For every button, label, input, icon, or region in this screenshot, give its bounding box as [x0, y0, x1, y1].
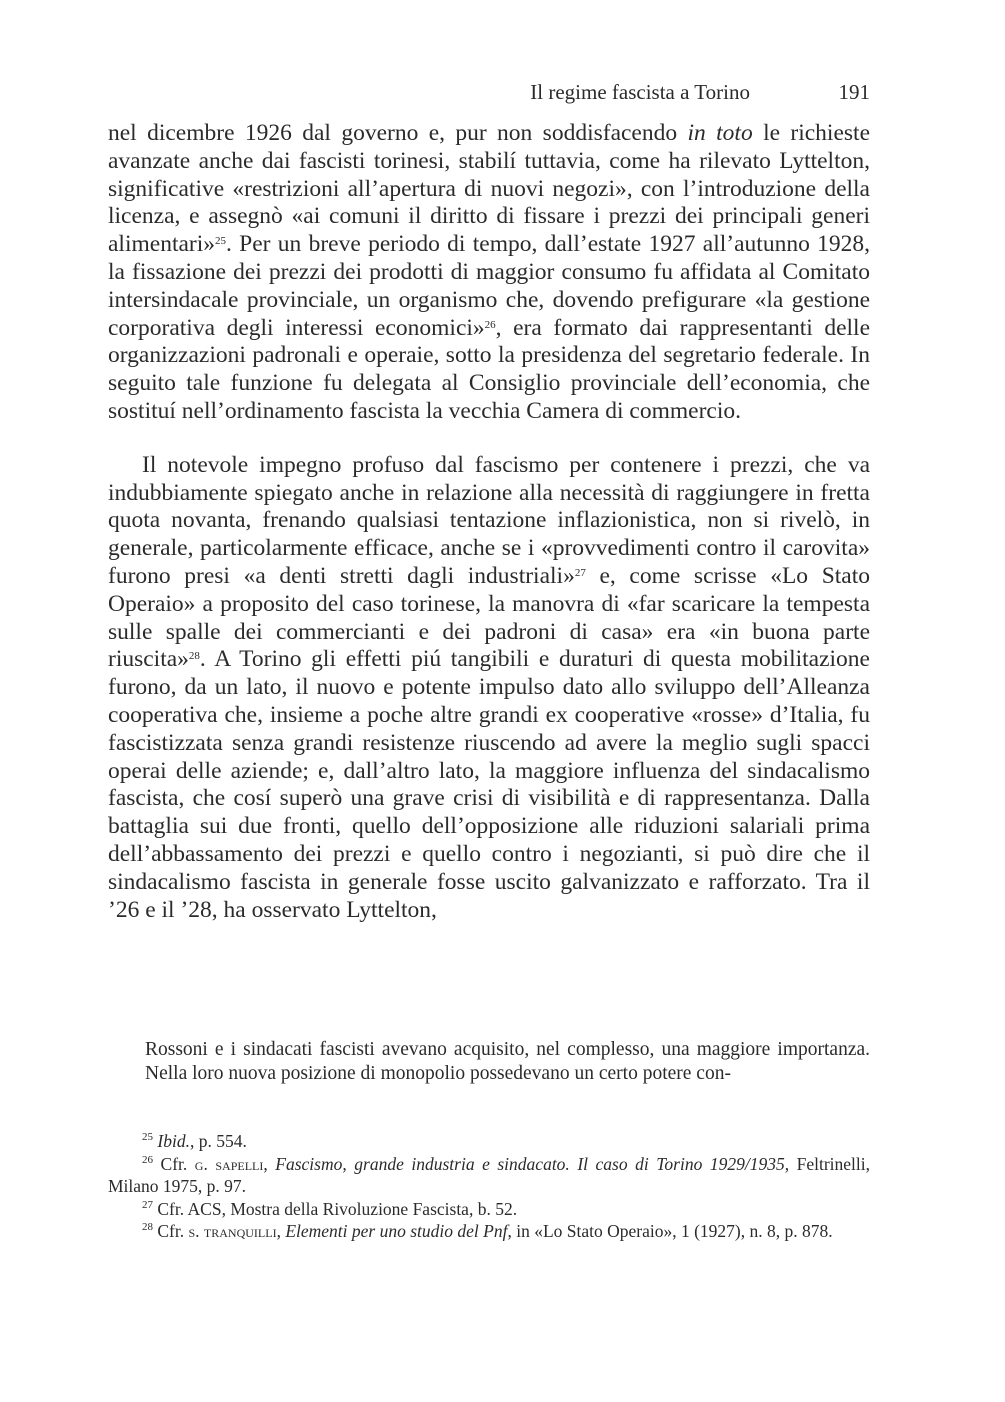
article-title: Elementi per uno studio del Pnf: [285, 1221, 508, 1241]
footnotes: [108, 1130, 870, 1243]
text-span: . Per un breve periodo di tempo, dall’estate 1927 all’autunno 1928, la fissazione dei prezzi dei prodotti di maggior consumo fu affidata al Comitato intersindacale provinciale, un organismo che, dovendo prefigurare «la gestione corporativa degli interessi economici»: [108, 231, 870, 341]
book-title: Fascismo, grande industria e sindacato. Il caso di Torino 1929/1935: [275, 1153, 785, 1174]
footnote-26: [108, 1153, 870, 1198]
text-span: , era formato dai rappresentanti delle organizzazioni padronali e operaie, sotto la presidenza del segretario federale. In seguito tale funzione fu delegata al Consiglio provinciale dell’economia, che sostituí nell’ordinamento fascista la vecchia Camera di commercio.: [108, 314, 870, 424]
footnote-28: [108, 1220, 870, 1243]
text-span: e, come scrisse «Lo Stato Operaio» a proposito del caso torinese, la manovra di «far scaricare la tempesta sulle spalle dei commercianti e dei padroni di casa» era «in buona parte riuscita»: [108, 562, 870, 673]
text-span: le richieste avanzate anche dai fascisti torinesi, stabilí tuttavia, come ha rilevato Lyttelton, significative «restrizioni all’apertura di nuovi negozi», con l’introduzione della licenza, e assegnò «ai comuni il diritto di fissare i prezzi dei principali generi alimentari»: [108, 120, 870, 258]
footnote-ref-27[interactable]: 27: [574, 566, 586, 579]
footnote-ref-28[interactable]: 28: [188, 650, 200, 663]
text-span: . A Torino gli effetti piú tangibili e duraturi di questa mobilitazione furono, da un lato, il nuovo e potente impulso dato allo sviluppo dell’Alleanza cooperativa che, insieme a poche altre grandi ex cooperative «rosse» d’Italia, fu fascistizzata senza grandi resistenze riuscendo ad avere la meglio sugli spacci operai delle aziende; e, dall’altro lato, la maggiore influenza del sindacalismo fascista, che cosí superò una grave crisi di visibilità e di rappresentanza. Dalla battaglia sui due fronti, quello dell’opposizione alle riduzioni salariali prima dell’abbassamento dei prezzi e quello contro i negozianti, si può dire che il sindacalismo fascista in generale fosse uscito galvanizzato e rafforzato. Tra il ’26 e il ’28, ha osservato Lyttelton,: [108, 646, 870, 923]
page-number: 191: [838, 80, 870, 104]
main-text: [108, 120, 870, 924]
text-span: Cfr.: [160, 1153, 195, 1174]
text-span: Il notevole impegno profuso dal fascismo per contenere i prezzi, che va indubbiamente spiegato anche in relazione alla necessità di raggiungere in fretta quota novanta, frenando qualsiasi tentazione inflazionistica, non si rivelò, in generale, particolarmente efficace, anche se i «provvedimenti contro il carovita» furono presi «a denti stretti dagli industriali»: [108, 451, 870, 589]
text-span: , in «Lo Stato Operaio», 1 (1927), n. 8, p. 878.: [507, 1221, 833, 1241]
text-span: , p. 554.: [189, 1131, 247, 1151]
paragraph-1: [108, 120, 870, 426]
author-name: g. sapelli: [194, 1153, 264, 1174]
text-span: ,: [276, 1221, 286, 1241]
paragraph-2: [108, 452, 870, 925]
footnote-number: 28: [142, 1221, 153, 1233]
italic-phrase: in toto: [687, 120, 753, 146]
block-quote: Rossoni e i sindacati fascisti avevano acquisito, nel complesso, una maggiore importanza. Nella loro nuova posizione di monopolio possedevano un certo potere con-: [145, 1039, 870, 1084]
text-span: Cfr.: [157, 1221, 189, 1241]
footnote-ref-25[interactable]: 25: [215, 235, 227, 248]
italic-phrase: Ibid.: [157, 1131, 190, 1151]
author-name: s. tranquilli: [188, 1221, 277, 1241]
text-span: nel dicembre 1926 dal governo e, pur non soddisfacendo: [108, 120, 688, 146]
text-span: , Feltrinelli, Milano 1975, p. 97.: [108, 1153, 871, 1196]
footnote-number: 27: [142, 1198, 153, 1211]
footnote-number: 26: [142, 1153, 153, 1166]
footnote-number: 25: [142, 1131, 153, 1143]
footnote-27: [108, 1198, 870, 1221]
running-title: Il regime fascista a Torino: [530, 80, 750, 104]
footnote-25: [108, 1130, 870, 1153]
text-span: Cfr. ACS, Mostra della Rivoluzione Fascista, b. 52.: [157, 1198, 518, 1219]
footnote-ref-26[interactable]: 26: [484, 318, 496, 331]
text-span: ,: [263, 1153, 276, 1174]
